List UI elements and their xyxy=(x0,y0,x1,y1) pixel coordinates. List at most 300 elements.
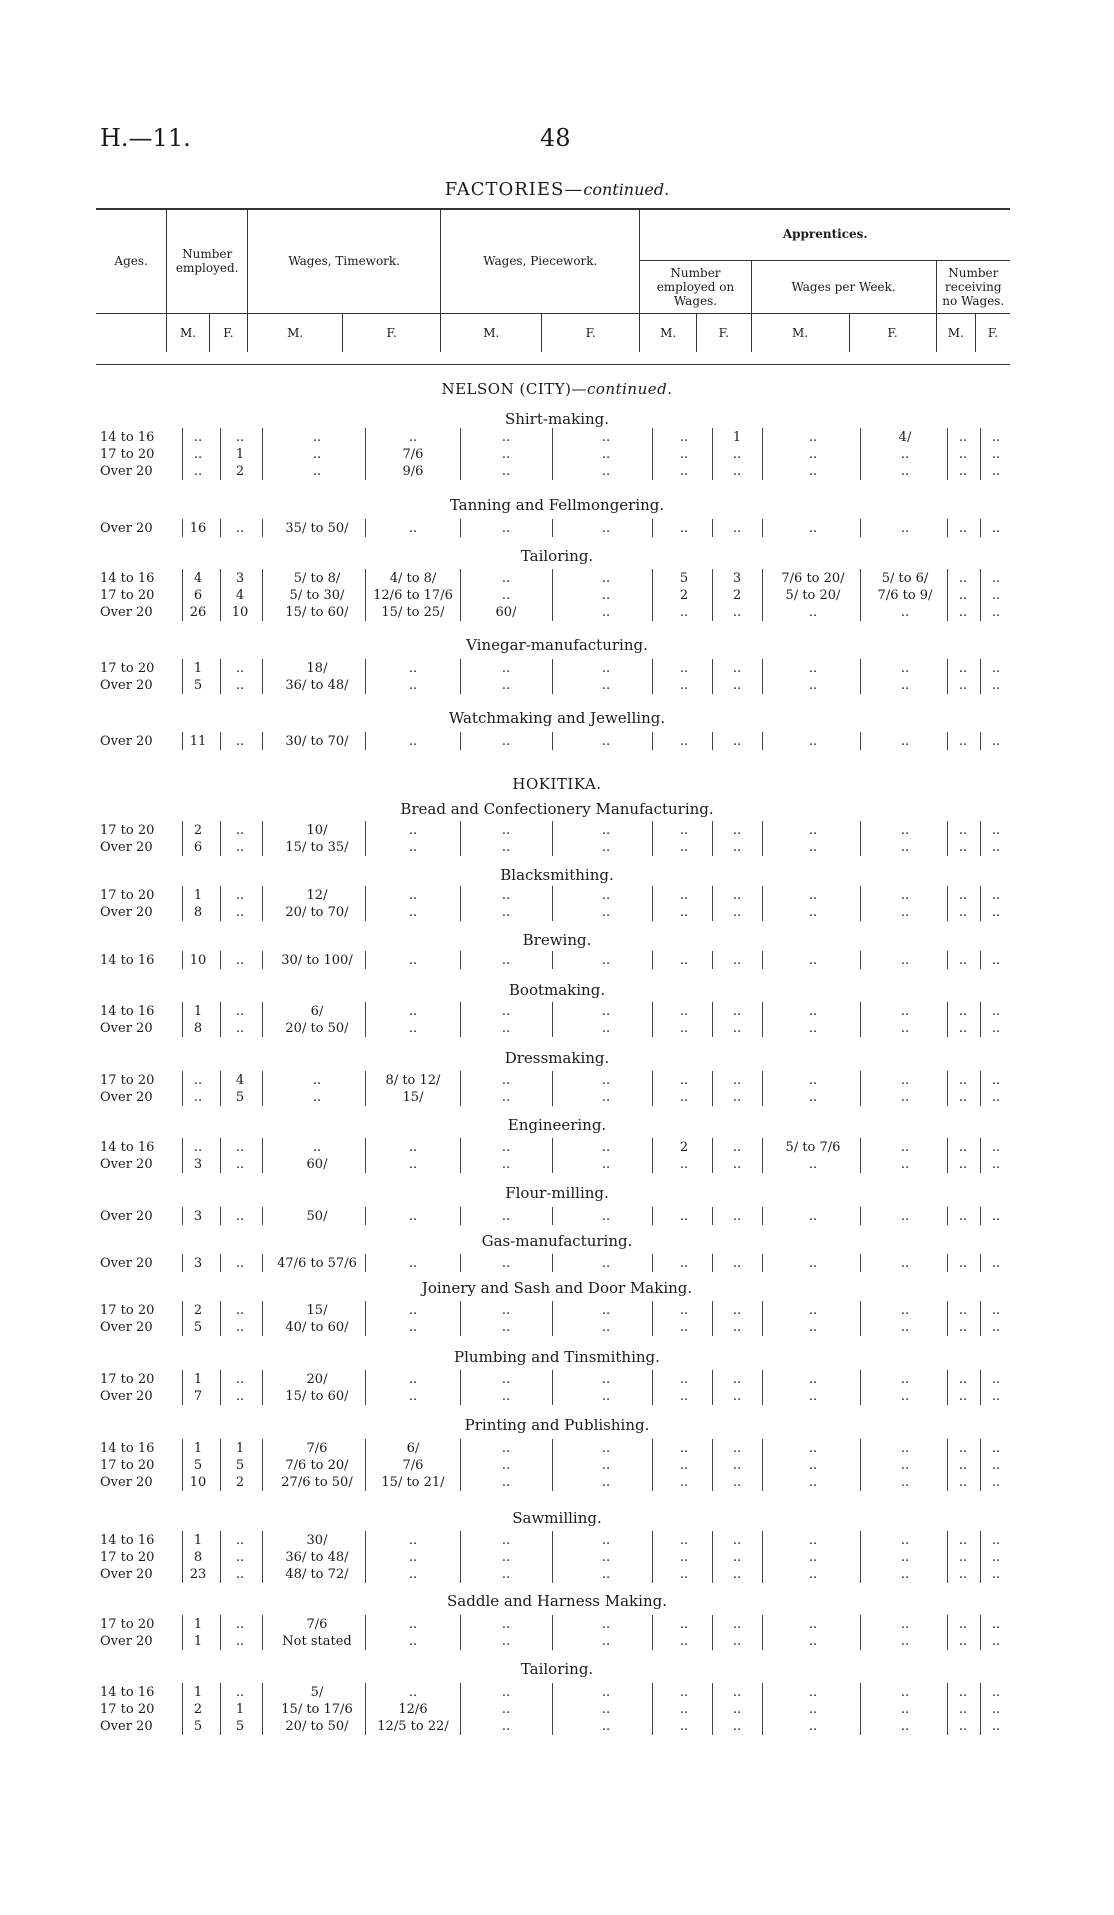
table-cell: .. xyxy=(601,1634,611,1649)
age-cell: 14 to 16 xyxy=(100,1533,155,1548)
table-row xyxy=(0,1685,1114,1701)
table-cell: .. xyxy=(679,840,689,855)
age-cell: Over 20 xyxy=(100,1090,153,1105)
table-cell: .. xyxy=(501,1073,511,1088)
table-cell: Not stated xyxy=(282,1634,352,1649)
table-cell: .. xyxy=(808,953,818,968)
table-cell: .. xyxy=(501,1617,511,1632)
header-apprentices: Apprentices. xyxy=(640,208,1010,261)
table-cell: .. xyxy=(900,1372,910,1387)
table-cell: .. xyxy=(900,1634,910,1649)
table-cell: .. xyxy=(601,1441,611,1456)
header-m: M. xyxy=(167,314,209,353)
table-cell: .. xyxy=(900,1209,910,1224)
table-cell: .. xyxy=(501,1389,511,1404)
table-cell: .. xyxy=(808,1475,818,1490)
table-cell: .. xyxy=(601,1372,611,1387)
table-row xyxy=(0,464,1114,480)
table-cell: .. xyxy=(408,823,418,838)
table-cell: .. xyxy=(958,1303,968,1318)
trade-heading: Sawmilling. xyxy=(512,1509,602,1527)
trade-heading: Flour-milling. xyxy=(505,1184,609,1202)
page-title xyxy=(0,179,1114,200)
table-cell: 36/ to 48/ xyxy=(285,1550,349,1565)
table-cell: .. xyxy=(808,1441,818,1456)
table-cell: .. xyxy=(900,1617,910,1632)
table-cell: .. xyxy=(991,1389,1001,1404)
table-cell: .. xyxy=(679,1458,689,1473)
age-cell: Over 20 xyxy=(100,521,153,536)
table-cell: .. xyxy=(900,1550,910,1565)
table-cell: .. xyxy=(900,1021,910,1036)
age-cell: 17 to 20 xyxy=(100,1458,155,1473)
table-cell: .. xyxy=(408,1157,418,1172)
table-cell: .. xyxy=(679,1157,689,1172)
table-cell: .. xyxy=(958,1372,968,1387)
town-name: HOKITIKA. xyxy=(512,775,602,793)
table-cell: .. xyxy=(235,953,245,968)
table-cell: .. xyxy=(808,1209,818,1224)
table-cell: .. xyxy=(991,1209,1001,1224)
table-row xyxy=(0,1702,1114,1718)
table-cell: 12/5 to 22/ xyxy=(377,1719,449,1734)
page-number: 48 xyxy=(540,124,571,152)
table-cell: 4 xyxy=(235,1073,245,1088)
table-cell: .. xyxy=(679,430,689,445)
table-cell: .. xyxy=(732,1634,742,1649)
table-cell: 5 xyxy=(193,678,203,693)
table-cell: .. xyxy=(900,1719,910,1734)
table-cell: .. xyxy=(900,1256,910,1271)
table-row xyxy=(0,840,1114,856)
table-cell: .. xyxy=(991,1685,1001,1700)
age-cell: Over 20 xyxy=(100,840,153,855)
trade-heading: Shirt-making. xyxy=(504,410,610,428)
table-cell: .. xyxy=(235,1533,245,1548)
table-cell: .. xyxy=(958,1090,968,1105)
table-cell: .. xyxy=(193,1073,203,1088)
table-cell: .. xyxy=(601,1458,611,1473)
table-cell: .. xyxy=(900,1320,910,1335)
table-cell: .. xyxy=(235,1021,245,1036)
table-cell: .. xyxy=(601,1090,611,1105)
table-cell: .. xyxy=(991,1702,1001,1717)
table-cell: 5 xyxy=(679,571,689,586)
table-cell: .. xyxy=(601,1021,611,1036)
trade-heading: Bread and Confectionery Manufacturing. xyxy=(400,800,714,818)
table-cell: .. xyxy=(991,1634,1001,1649)
table-cell: .. xyxy=(732,823,742,838)
table-cell: .. xyxy=(991,1140,1001,1155)
table-cell: .. xyxy=(501,447,511,462)
table-cell: .. xyxy=(193,430,203,445)
table-cell: .. xyxy=(501,888,511,903)
table-cell: .. xyxy=(808,521,818,536)
table-cell: .. xyxy=(900,1004,910,1019)
table-cell: 36/ to 48/ xyxy=(285,678,349,693)
table-cell: .. xyxy=(958,678,968,693)
table-cell: .. xyxy=(501,1004,511,1019)
table-cell: 15/ to 17/6 xyxy=(281,1702,353,1717)
table-cell: .. xyxy=(235,823,245,838)
table-cell: .. xyxy=(808,430,818,445)
table-row xyxy=(0,1617,1114,1633)
trade-heading: Dressmaking. xyxy=(504,1049,610,1067)
table-cell: .. xyxy=(732,1702,742,1717)
trade-heading: Watchmaking and Jewelling. xyxy=(448,709,666,727)
table-cell: .. xyxy=(235,1617,245,1632)
table-cell: .. xyxy=(732,447,742,462)
table-cell: 30/ xyxy=(306,1533,328,1548)
table-cell: .. xyxy=(501,1320,511,1335)
table-cell: .. xyxy=(808,888,818,903)
table-cell: .. xyxy=(408,1256,418,1271)
table-cell: .. xyxy=(808,1021,818,1036)
table-cell: .. xyxy=(193,464,203,479)
table-cell: .. xyxy=(601,905,611,920)
age-cell: 14 to 16 xyxy=(100,1004,155,1019)
table-cell: 5 xyxy=(235,1719,245,1734)
table-cell: .. xyxy=(501,430,511,445)
table-cell: 50/ xyxy=(306,1209,328,1224)
table-cell: .. xyxy=(958,430,968,445)
trade-heading: Bootmaking. xyxy=(508,981,606,999)
table-cell: 7/6 xyxy=(306,1441,328,1456)
table-cell: .. xyxy=(958,888,968,903)
table-cell: .. xyxy=(991,1533,1001,1548)
table-cell: .. xyxy=(408,430,418,445)
table-cell: .. xyxy=(501,1090,511,1105)
table-cell: 40/ to 60/ xyxy=(285,1320,349,1335)
table-cell: .. xyxy=(900,823,910,838)
table-cell: 4/ xyxy=(898,430,912,445)
table-cell: .. xyxy=(501,521,511,536)
age-cell: 17 to 20 xyxy=(100,823,155,838)
table-cell: 7/6 to 9/ xyxy=(877,588,933,603)
table-cell: .. xyxy=(312,430,322,445)
table-cell: .. xyxy=(900,1702,910,1717)
table-cell: .. xyxy=(601,521,611,536)
table-cell: 12/6 xyxy=(398,1702,428,1717)
table-cell: 15/ to 60/ xyxy=(285,1389,349,1404)
table-cell: .. xyxy=(501,1685,511,1700)
table-cell: 1 xyxy=(235,1702,245,1717)
table-cell: 48/ to 72/ xyxy=(285,1567,349,1582)
table-cell: .. xyxy=(958,1567,968,1582)
title-main: FACTORIES— xyxy=(444,179,584,200)
table-cell: .. xyxy=(679,1372,689,1387)
table-cell: 5 xyxy=(235,1458,245,1473)
table-row xyxy=(0,1073,1114,1089)
table-cell: 1 xyxy=(193,1004,203,1019)
table-cell: .. xyxy=(501,1441,511,1456)
table-cell: .. xyxy=(408,1140,418,1155)
table-cell: 47/6 to 57/6 xyxy=(277,1256,357,1271)
table-cell: .. xyxy=(808,1719,818,1734)
table-cell: .. xyxy=(958,447,968,462)
table-cell: .. xyxy=(958,464,968,479)
table-cell: 7/6 xyxy=(402,1458,424,1473)
table-cell: 5 xyxy=(193,1719,203,1734)
table-cell: 15/ xyxy=(402,1090,424,1105)
table-cell: .. xyxy=(601,1702,611,1717)
table-row xyxy=(0,1209,1114,1225)
trade-heading: Vinegar-manufacturing. xyxy=(466,636,648,654)
table-cell: .. xyxy=(991,1021,1001,1036)
table-cell: .. xyxy=(991,1303,1001,1318)
table-cell: .. xyxy=(808,1533,818,1548)
table-cell: .. xyxy=(732,1320,742,1335)
age-cell: 17 to 20 xyxy=(100,1617,155,1632)
table-cell: 1 xyxy=(193,1372,203,1387)
table-cell: .. xyxy=(679,447,689,462)
table-cell: .. xyxy=(235,1389,245,1404)
table-cell: 60/ xyxy=(306,1157,328,1172)
table-row xyxy=(0,1441,1114,1457)
table-cell: .. xyxy=(991,823,1001,838)
table-cell: .. xyxy=(808,734,818,749)
table-cell: .. xyxy=(808,1303,818,1318)
header-f: F. xyxy=(209,314,247,353)
table-cell: .. xyxy=(732,1533,742,1548)
table-cell: .. xyxy=(501,823,511,838)
table-cell: .. xyxy=(679,1073,689,1088)
table-cell: .. xyxy=(408,1567,418,1582)
table-cell: 8 xyxy=(193,905,203,920)
table-cell: 1 xyxy=(193,1617,203,1632)
table-cell: .. xyxy=(900,905,910,920)
table-cell: .. xyxy=(808,1372,818,1387)
table-cell: .. xyxy=(900,1475,910,1490)
table-cell: .. xyxy=(900,464,910,479)
table-row xyxy=(0,1550,1114,1566)
table-cell: .. xyxy=(732,1303,742,1318)
table-cell: 15/ to 60/ xyxy=(285,605,349,620)
table-cell: .. xyxy=(991,1441,1001,1456)
table-cell: .. xyxy=(808,1617,818,1632)
table-cell: .. xyxy=(501,905,511,920)
table-cell: .. xyxy=(900,1389,910,1404)
table-cell: .. xyxy=(408,1209,418,1224)
table-header-rule xyxy=(96,364,1010,365)
table-cell: .. xyxy=(958,1004,968,1019)
table-cell: .. xyxy=(679,1090,689,1105)
age-cell: Over 20 xyxy=(100,464,153,479)
table-cell: .. xyxy=(601,430,611,445)
table-cell: .. xyxy=(732,1719,742,1734)
table-cell: 20/ to 70/ xyxy=(285,905,349,920)
age-cell: 14 to 16 xyxy=(100,571,155,586)
table-cell: 8/ to 12/ xyxy=(385,1073,441,1088)
table-cell: .. xyxy=(991,1073,1001,1088)
table-cell: .. xyxy=(312,464,322,479)
table-cell: .. xyxy=(235,1256,245,1271)
table-cell: .. xyxy=(501,571,511,586)
table-cell: .. xyxy=(679,1004,689,1019)
table-cell: .. xyxy=(991,464,1001,479)
table-cell: .. xyxy=(958,1685,968,1700)
table-cell: 7 xyxy=(193,1389,203,1404)
table-cell: .. xyxy=(958,1702,968,1717)
table-row xyxy=(0,1389,1114,1405)
table-cell: .. xyxy=(408,678,418,693)
table-cell: .. xyxy=(732,1209,742,1224)
table-row xyxy=(0,1157,1114,1173)
table-row xyxy=(0,888,1114,904)
table-cell: 7/6 to 20/ xyxy=(285,1458,349,1473)
table-cell: 3 xyxy=(193,1157,203,1172)
table-cell: .. xyxy=(408,840,418,855)
table-cell: 26 xyxy=(189,605,207,620)
table-cell: .. xyxy=(501,1303,511,1318)
table-cell: .. xyxy=(679,1256,689,1271)
table-cell: .. xyxy=(991,430,1001,445)
table-cell: 2 xyxy=(193,823,203,838)
table-cell: .. xyxy=(958,521,968,536)
trade-heading: Joinery and Sash and Door Making. xyxy=(421,1279,693,1297)
table-row xyxy=(0,1303,1114,1319)
table-cell: 5/ to 20/ xyxy=(785,588,841,603)
table-cell: .. xyxy=(235,521,245,536)
table-cell: .. xyxy=(235,888,245,903)
table-cell: 2 xyxy=(235,464,245,479)
age-cell: 14 to 16 xyxy=(100,1441,155,1456)
age-cell: 17 to 20 xyxy=(100,447,155,462)
table-cell: .. xyxy=(679,661,689,676)
table-cell: 3 xyxy=(193,1256,203,1271)
table-cell: .. xyxy=(501,840,511,855)
table-cell: .. xyxy=(958,905,968,920)
table-cell: 5/ to 6/ xyxy=(881,571,929,586)
table-cell: 8 xyxy=(193,1021,203,1036)
table-cell: 15/ to 21/ xyxy=(381,1475,445,1490)
header-apprentices-no-wages: Number receiving no Wages. xyxy=(936,261,1010,314)
table-cell: .. xyxy=(235,1140,245,1155)
table-cell: .. xyxy=(601,1685,611,1700)
table-cell: .. xyxy=(408,1685,418,1700)
table-cell: .. xyxy=(900,1685,910,1700)
trade-heading: Plumbing and Tinsmithing. xyxy=(454,1348,660,1366)
table-cell: 7/6 xyxy=(402,447,424,462)
table-cell: .. xyxy=(958,1634,968,1649)
table-cell: .. xyxy=(408,1320,418,1335)
table-cell: 10 xyxy=(189,953,207,968)
table-cell: .. xyxy=(601,1303,611,1318)
table-cell: .. xyxy=(312,1073,322,1088)
table-cell: 5 xyxy=(193,1458,203,1473)
table-cell: .. xyxy=(991,1719,1001,1734)
trade-heading: Tanning and Fellmongering. xyxy=(449,496,665,514)
table-cell: .. xyxy=(808,1004,818,1019)
table-row xyxy=(0,571,1114,587)
table-cell: 1 xyxy=(193,888,203,903)
table-cell: .. xyxy=(991,661,1001,676)
table-cell: .. xyxy=(408,1634,418,1649)
age-cell: 17 to 20 xyxy=(100,888,155,903)
table-cell: .. xyxy=(732,678,742,693)
table-cell: .. xyxy=(501,734,511,749)
table-cell: 11 xyxy=(189,734,207,749)
table-cell: 5/ to 30/ xyxy=(289,588,345,603)
table-cell: .. xyxy=(679,1320,689,1335)
table-cell: .. xyxy=(679,1441,689,1456)
table-cell: 5/ xyxy=(310,1685,324,1700)
title-suffix: continued. xyxy=(583,180,670,199)
table-cell: .. xyxy=(679,1719,689,1734)
table-cell: .. xyxy=(991,953,1001,968)
age-cell: 17 to 20 xyxy=(100,588,155,603)
table-cell: .. xyxy=(679,605,689,620)
table-cell: .. xyxy=(900,1140,910,1155)
table-cell: 4/ to 8/ xyxy=(389,571,437,586)
table-cell: .. xyxy=(900,1458,910,1473)
table-cell: 30/ to 100/ xyxy=(281,953,353,968)
table-cell: .. xyxy=(408,521,418,536)
table-cell: .. xyxy=(235,1303,245,1318)
table-cell: .. xyxy=(991,1320,1001,1335)
table-cell: .. xyxy=(991,734,1001,749)
table-cell: 35/ to 50/ xyxy=(285,521,349,536)
table-cell: .. xyxy=(679,1209,689,1224)
table-cell: .. xyxy=(732,1389,742,1404)
table-cell: .. xyxy=(958,1320,968,1335)
table-cell: .. xyxy=(958,661,968,676)
table-cell: 6/ xyxy=(310,1004,324,1019)
table-row xyxy=(0,1475,1114,1491)
table-cell: .. xyxy=(991,1458,1001,1473)
age-cell: 17 to 20 xyxy=(100,1073,155,1088)
table-row xyxy=(0,1567,1114,1583)
table-cell: 4 xyxy=(193,571,203,586)
town-suffix: continued. xyxy=(587,380,673,398)
table-cell: .. xyxy=(601,588,611,603)
table-cell: 1 xyxy=(193,661,203,676)
age-cell: 17 to 20 xyxy=(100,1303,155,1318)
header-wages-piecework: Wages, Piecework. xyxy=(441,208,640,314)
table-cell: .. xyxy=(958,953,968,968)
table-cell: .. xyxy=(408,905,418,920)
table-cell: .. xyxy=(958,1140,968,1155)
header-m: M. xyxy=(936,314,975,353)
table-cell: .. xyxy=(900,1303,910,1318)
town-name: NELSON (CITY)— xyxy=(441,380,587,398)
table-cell: .. xyxy=(679,1685,689,1700)
table-cell: .. xyxy=(601,1550,611,1565)
table-row xyxy=(0,1090,1114,1106)
table-cell: .. xyxy=(732,734,742,749)
table-row xyxy=(0,1320,1114,1336)
table-cell: .. xyxy=(808,1256,818,1271)
table-cell: .. xyxy=(601,464,611,479)
table-cell: .. xyxy=(679,953,689,968)
table-cell: .. xyxy=(235,1372,245,1387)
table-cell: .. xyxy=(501,1634,511,1649)
table-row xyxy=(0,1004,1114,1020)
table-cell: .. xyxy=(958,1021,968,1036)
table-cell: .. xyxy=(900,840,910,855)
table-row xyxy=(0,678,1114,694)
age-cell: Over 20 xyxy=(100,1475,153,1490)
table-cell: .. xyxy=(808,464,818,479)
table-cell: 20/ to 50/ xyxy=(285,1719,349,1734)
table-cell: 18/ xyxy=(306,661,328,676)
table-cell: .. xyxy=(808,661,818,676)
table-cell: .. xyxy=(679,1567,689,1582)
table-cell: 1 xyxy=(235,447,245,462)
table-cell: .. xyxy=(732,1004,742,1019)
table-cell: .. xyxy=(991,588,1001,603)
table-cell: .. xyxy=(958,1475,968,1490)
